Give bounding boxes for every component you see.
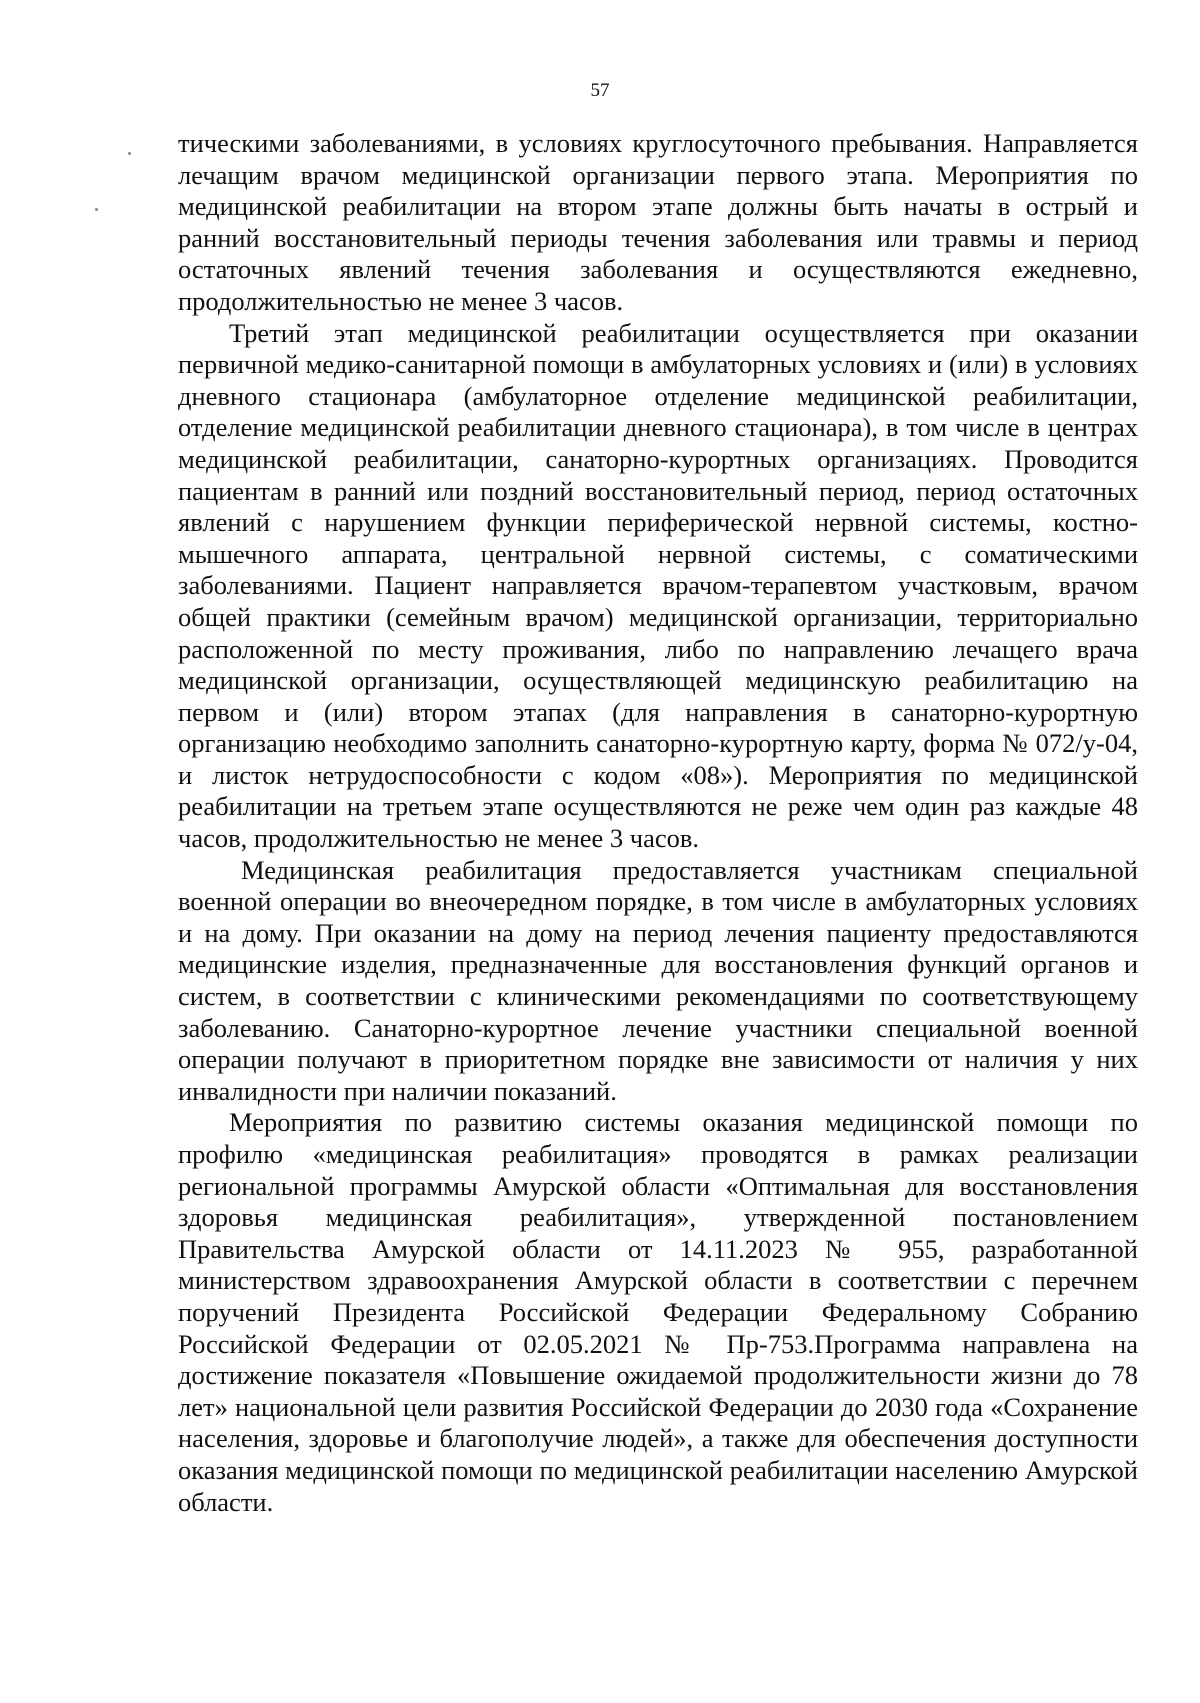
paragraph-third-stage: Третий этап медицинской реабилитации осуществляется при оказании первичной медико-санитарной помощи в амбулаторных условиях и (или) в условиях дневного стационара (амбулаторное отделение медицинской реабилитации, отделение медицинской реабилитации дневного стационара), в том числе в центрах медицинской реабилитации, санаторно-курортных организациях. Проводится пациентам в ранний или поздний восстановительный период, период остаточных явлений с нарушением функции периферической нервной системы, костно-мышечного аппарата, центральной нервной системы, с соматическими заболеваниями. Пациент направляется врачом-терапевтом участковым, врачом общей практики (семейным врачом) медицинской организации, территориально расположенной по месту проживания, либо по направлению лечащего врача медицинской организации, осуществляющей медицинскую реабилитацию на первом и (или) втором этапах (для направления в санаторно-курортную организацию необходимо заполнить санаторно-курортную карту, форма № 072/у-04, и листок нетрудоспособности с кодом «08»). Мероприятия по медицинской реабилитации на третьем этапе осуществляются не реже чем один раз каждые 48 часов, продолжительностью не менее 3 часов. <box>178 317 1138 854</box>
paragraph-regional-program: Мероприятия по развитию системы оказания медицинской помощи по профилю «медицинская реабилитация» проводятся в рамках реализации региональной программы Амурской области «Оптимальная для восстановления здоровья медицинская реабилитация», утвержденной постановлением Правительства Амурской области от 14.11.2023 № 955, разработанной министерством здравоохранения Амурской области в соответствии с перечнем поручений Президента Российской Федерации Федеральному Собранию Российской Федерации от 02.05.2021 № Пр-753.Программа направлена на достижение показателя «Повышение ожидаемой продолжительности жизни до 78 лет» национальной цели развития Российской Федерации до 2030 года «Сохранение населения, здоровье и благополучие людей», а также для обеспечения доступности оказания медицинской помощи по медицинской реабилитации населению Амурской области. <box>178 1107 1138 1517</box>
page-number: 57 <box>590 80 610 101</box>
scan-speck <box>128 152 131 155</box>
paragraph-svo-participants: Медицинская реабилитация предоставляется участникам специальной военной операции во внеочередном порядке, в том числе в амбулаторных условиях и на дому. При оказании на дому на период лечения пациенту предоставляются медицинские изделия, предназначенные для восстановления функций органов и систем, в соответствии с клиническими рекомендациями по соответствующему заболеванию. Санаторно-курортное лечение участники специальной военной операции получают в приоритетном порядке вне зависимости от наличия у них инвалидности при наличии показаний. <box>178 854 1138 1106</box>
paragraph-continuation: тическими заболеваниями, в условиях круглосуточного пребывания. Направляется лечащим врачом медицинской организации первого этапа. Мероприятия по медицинской реабилитации на втором этапе должны быть начаты в острый и ранний восстановительный периоды течения заболевания или травмы и период остаточных явлений течения заболевания и осуществляются ежедневно, продолжительностью не менее 3 часов. <box>178 128 1138 316</box>
scan-speck <box>95 208 98 211</box>
document-body <box>178 128 1138 1518</box>
